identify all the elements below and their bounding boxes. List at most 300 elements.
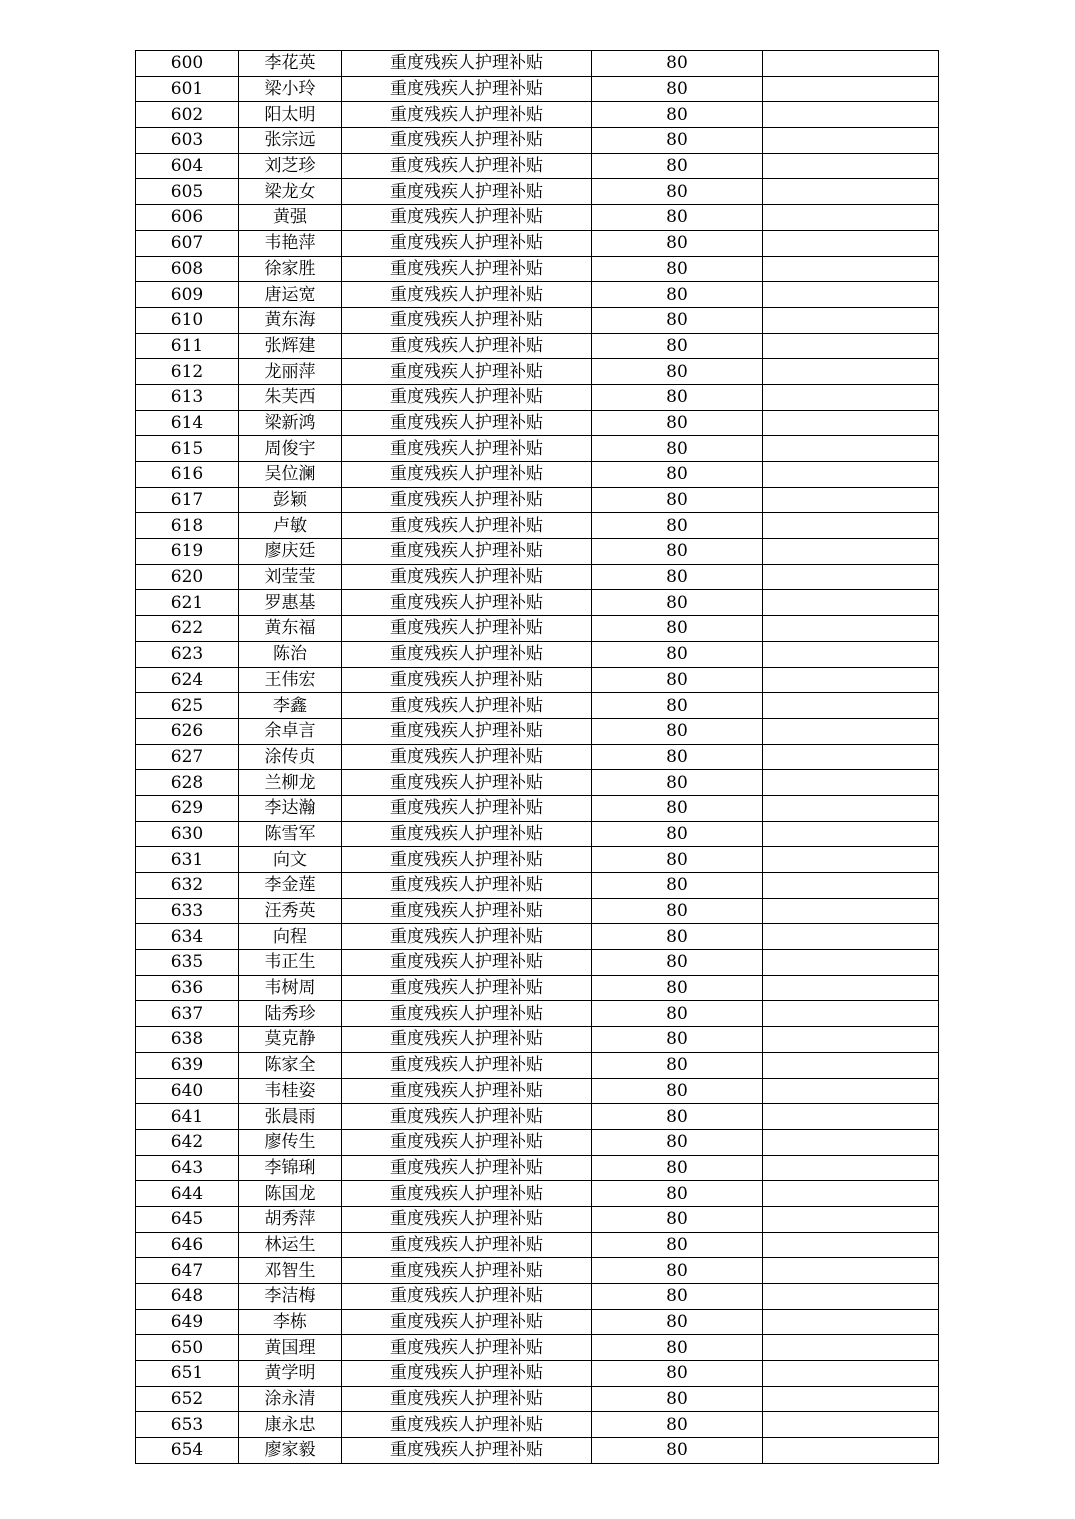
table-body [136,51,939,1464]
table-row [136,410,939,436]
cell-note [763,821,939,847]
cell-subsidy-item: 重度残疾人护理补贴 [342,1335,592,1361]
cell-subsidy-item: 重度残疾人护理补贴 [342,487,592,513]
cell-amount: 80 [592,128,763,154]
cell-note [763,1052,939,1078]
cell-note [763,462,939,488]
cell-number: 648 [136,1284,239,1310]
cell-number: 616 [136,462,239,488]
cell-number: 601 [136,76,239,102]
cell-subsidy-item: 重度残疾人护理补贴 [342,513,592,539]
cell-name: 余卓言 [239,718,342,744]
cell-note [763,230,939,256]
cell-note [763,1361,939,1387]
cell-note [763,1309,939,1335]
cell-number: 607 [136,230,239,256]
cell-note [763,641,939,667]
cell-note [763,1386,939,1412]
cell-name: 廖家毅 [239,1438,342,1464]
cell-number: 653 [136,1412,239,1438]
cell-note [763,282,939,308]
cell-note [763,744,939,770]
table-row [136,436,939,462]
cell-name: 周俊宇 [239,436,342,462]
cell-amount: 80 [592,76,763,102]
table-row [136,821,939,847]
cell-subsidy-item: 重度残疾人护理补贴 [342,847,592,873]
cell-number: 654 [136,1438,239,1464]
table-row [136,1284,939,1310]
cell-subsidy-item: 重度残疾人护理补贴 [342,539,592,565]
cell-amount: 80 [592,1335,763,1361]
cell-note [763,1284,939,1310]
cell-subsidy-item: 重度残疾人护理补贴 [342,436,592,462]
cell-note [763,1001,939,1027]
table-row [136,1361,939,1387]
table-row [136,1335,939,1361]
table-row [136,744,939,770]
cell-number: 614 [136,410,239,436]
cell-name: 梁小玲 [239,76,342,102]
cell-number: 646 [136,1232,239,1258]
cell-name: 梁龙女 [239,179,342,205]
cell-name: 向程 [239,924,342,950]
cell-number: 623 [136,641,239,667]
cell-amount: 80 [592,1001,763,1027]
cell-name: 黄东福 [239,616,342,642]
cell-subsidy-item: 重度残疾人护理补贴 [342,153,592,179]
table-row [136,564,939,590]
cell-amount: 80 [592,410,763,436]
table-row [136,282,939,308]
cell-amount: 80 [592,539,763,565]
table-row [136,693,939,719]
cell-subsidy-item: 重度残疾人护理补贴 [342,1284,592,1310]
cell-name: 王伟宏 [239,667,342,693]
cell-note [763,307,939,333]
cell-note [763,436,939,462]
cell-name: 张辉建 [239,333,342,359]
cell-subsidy-item: 重度残疾人护理补贴 [342,744,592,770]
cell-subsidy-item: 重度残疾人护理补贴 [342,1129,592,1155]
cell-amount: 80 [592,1438,763,1464]
cell-amount: 80 [592,282,763,308]
cell-note [763,1206,939,1232]
cell-amount: 80 [592,384,763,410]
table-row [136,1412,939,1438]
cell-amount: 80 [592,51,763,77]
cell-subsidy-item: 重度残疾人护理补贴 [342,462,592,488]
cell-subsidy-item: 重度残疾人护理补贴 [342,51,592,77]
cell-number: 608 [136,256,239,282]
cell-name: 黄学明 [239,1361,342,1387]
cell-note [763,667,939,693]
cell-amount: 80 [592,359,763,385]
cell-number: 629 [136,795,239,821]
cell-number: 634 [136,924,239,950]
cell-name: 韦树周 [239,975,342,1001]
cell-number: 650 [136,1335,239,1361]
cell-number: 620 [136,564,239,590]
table-row [136,513,939,539]
cell-amount: 80 [592,1104,763,1130]
cell-amount: 80 [592,770,763,796]
cell-subsidy-item: 重度残疾人护理补贴 [342,333,592,359]
cell-name: 卢敏 [239,513,342,539]
cell-name: 唐运宽 [239,282,342,308]
cell-name: 向文 [239,847,342,873]
cell-amount: 80 [592,307,763,333]
cell-note [763,76,939,102]
cell-note [763,1078,939,1104]
cell-number: 600 [136,51,239,77]
cell-number: 649 [136,1309,239,1335]
cell-number: 645 [136,1206,239,1232]
cell-note [763,1104,939,1130]
cell-name: 彭颖 [239,487,342,513]
table-row [136,1386,939,1412]
cell-subsidy-item: 重度残疾人护理补贴 [342,873,592,899]
cell-name: 莫克静 [239,1027,342,1053]
cell-number: 631 [136,847,239,873]
cell-number: 632 [136,873,239,899]
cell-subsidy-item: 重度残疾人护理补贴 [342,1078,592,1104]
cell-note [763,950,939,976]
cell-amount: 80 [592,1284,763,1310]
cell-name: 陈雪军 [239,821,342,847]
cell-number: 651 [136,1361,239,1387]
cell-number: 637 [136,1001,239,1027]
cell-amount: 80 [592,924,763,950]
cell-subsidy-item: 重度残疾人护理补贴 [342,230,592,256]
cell-amount: 80 [592,795,763,821]
cell-subsidy-item: 重度残疾人护理补贴 [342,641,592,667]
cell-name: 张晨雨 [239,1104,342,1130]
cell-note [763,873,939,899]
cell-note [763,1438,939,1464]
table-row [136,1155,939,1181]
cell-number: 624 [136,667,239,693]
cell-note [763,975,939,1001]
cell-number: 642 [136,1129,239,1155]
cell-name: 陈国龙 [239,1181,342,1207]
cell-subsidy-item: 重度残疾人护理补贴 [342,1361,592,1387]
cell-number: 609 [136,282,239,308]
cell-number: 644 [136,1181,239,1207]
table-row [136,1129,939,1155]
cell-subsidy-item: 重度残疾人护理补贴 [342,76,592,102]
cell-subsidy-item: 重度残疾人护理补贴 [342,950,592,976]
cell-note [763,51,939,77]
cell-number: 610 [136,307,239,333]
cell-amount: 80 [592,1386,763,1412]
cell-number: 638 [136,1027,239,1053]
cell-note [763,795,939,821]
table-row [136,384,939,410]
cell-subsidy-item: 重度残疾人护理补贴 [342,179,592,205]
table-row [136,128,939,154]
cell-number: 639 [136,1052,239,1078]
cell-note [763,590,939,616]
cell-number: 622 [136,616,239,642]
cell-note [763,333,939,359]
cell-subsidy-item: 重度残疾人护理补贴 [342,307,592,333]
cell-amount: 80 [592,744,763,770]
table-row [136,898,939,924]
cell-amount: 80 [592,590,763,616]
cell-amount: 80 [592,821,763,847]
table-row [136,1232,939,1258]
cell-amount: 80 [592,333,763,359]
table-row [136,770,939,796]
cell-note [763,847,939,873]
cell-amount: 80 [592,462,763,488]
cell-number: 641 [136,1104,239,1130]
cell-subsidy-item: 重度残疾人护理补贴 [342,1386,592,1412]
cell-number: 647 [136,1258,239,1284]
cell-subsidy-item: 重度残疾人护理补贴 [342,359,592,385]
cell-name: 韦桂姿 [239,1078,342,1104]
cell-number: 625 [136,693,239,719]
cell-name: 李达瀚 [239,795,342,821]
cell-number: 636 [136,975,239,1001]
cell-name: 韦艳萍 [239,230,342,256]
cell-note [763,616,939,642]
cell-subsidy-item: 重度残疾人护理补贴 [342,1206,592,1232]
cell-amount: 80 [592,873,763,899]
table-row [136,1438,939,1464]
cell-name: 刘莹莹 [239,564,342,590]
cell-amount: 80 [592,1078,763,1104]
cell-note [763,153,939,179]
table-row [136,1052,939,1078]
cell-subsidy-item: 重度残疾人护理补贴 [342,1027,592,1053]
cell-number: 621 [136,590,239,616]
cell-amount: 80 [592,1027,763,1053]
cell-amount: 80 [592,667,763,693]
cell-note [763,770,939,796]
cell-amount: 80 [592,693,763,719]
cell-amount: 80 [592,564,763,590]
cell-amount: 80 [592,205,763,231]
cell-name: 黄强 [239,205,342,231]
cell-number: 606 [136,205,239,231]
cell-subsidy-item: 重度残疾人护理补贴 [342,1309,592,1335]
cell-name: 胡秀萍 [239,1206,342,1232]
cell-number: 604 [136,153,239,179]
subsidy-table [135,50,939,1464]
cell-amount: 80 [592,1258,763,1284]
cell-amount: 80 [592,641,763,667]
cell-note [763,384,939,410]
cell-note [763,1155,939,1181]
cell-subsidy-item: 重度残疾人护理补贴 [342,616,592,642]
cell-number: 615 [136,436,239,462]
cell-subsidy-item: 重度残疾人护理补贴 [342,975,592,1001]
cell-number: 619 [136,539,239,565]
cell-note [763,693,939,719]
table-row [136,616,939,642]
cell-note [763,1181,939,1207]
cell-name: 陈治 [239,641,342,667]
table-row [136,795,939,821]
cell-number: 628 [136,770,239,796]
cell-name: 汪秀英 [239,898,342,924]
cell-number: 630 [136,821,239,847]
cell-name: 廖传生 [239,1129,342,1155]
cell-number: 603 [136,128,239,154]
cell-subsidy-item: 重度残疾人护理补贴 [342,1181,592,1207]
cell-amount: 80 [592,1129,763,1155]
cell-note [763,1232,939,1258]
cell-name: 李栋 [239,1309,342,1335]
cell-subsidy-item: 重度残疾人护理补贴 [342,102,592,128]
cell-subsidy-item: 重度残疾人护理补贴 [342,1001,592,1027]
cell-amount: 80 [592,102,763,128]
cell-subsidy-item: 重度残疾人护理补贴 [342,1104,592,1130]
cell-subsidy-item: 重度残疾人护理补贴 [342,1438,592,1464]
cell-amount: 80 [592,230,763,256]
cell-name: 阳太明 [239,102,342,128]
table-row [136,718,939,744]
cell-note [763,128,939,154]
cell-name: 涂传贞 [239,744,342,770]
cell-name: 罗惠基 [239,590,342,616]
table-row [136,1258,939,1284]
cell-name: 涂永清 [239,1386,342,1412]
cell-subsidy-item: 重度残疾人护理补贴 [342,821,592,847]
cell-number: 617 [136,487,239,513]
table-row [136,51,939,77]
cell-number: 627 [136,744,239,770]
cell-note [763,1258,939,1284]
table-row [136,179,939,205]
cell-name: 陈家全 [239,1052,342,1078]
cell-name: 梁新鸿 [239,410,342,436]
cell-subsidy-item: 重度残疾人护理补贴 [342,205,592,231]
cell-name: 兰柳龙 [239,770,342,796]
cell-subsidy-item: 重度残疾人护理补贴 [342,128,592,154]
cell-amount: 80 [592,950,763,976]
cell-name: 刘芝珍 [239,153,342,179]
cell-note [763,1129,939,1155]
cell-amount: 80 [592,975,763,1001]
cell-subsidy-item: 重度残疾人护理补贴 [342,795,592,821]
cell-name: 邓智生 [239,1258,342,1284]
cell-number: 613 [136,384,239,410]
table-row [136,1104,939,1130]
cell-number: 633 [136,898,239,924]
cell-name: 吴位澜 [239,462,342,488]
cell-note [763,539,939,565]
cell-number: 640 [136,1078,239,1104]
cell-subsidy-item: 重度残疾人护理补贴 [342,770,592,796]
cell-name: 黄东海 [239,307,342,333]
cell-amount: 80 [592,1181,763,1207]
cell-note [763,410,939,436]
cell-amount: 80 [592,256,763,282]
table-row [136,667,939,693]
table-row [136,230,939,256]
cell-subsidy-item: 重度残疾人护理补贴 [342,256,592,282]
table-row [136,1181,939,1207]
table-row [136,333,939,359]
table-row [136,641,939,667]
cell-number: 618 [136,513,239,539]
cell-note [763,898,939,924]
cell-number: 643 [136,1155,239,1181]
table-row [136,1309,939,1335]
table-row [136,1206,939,1232]
cell-name: 李花英 [239,51,342,77]
cell-subsidy-item: 重度残疾人护理补贴 [342,410,592,436]
cell-name: 陆秀珍 [239,1001,342,1027]
cell-note [763,205,939,231]
cell-amount: 80 [592,1206,763,1232]
cell-note [763,102,939,128]
cell-number: 626 [136,718,239,744]
cell-note [763,1027,939,1053]
table-row [136,1001,939,1027]
cell-name: 廖庆廷 [239,539,342,565]
cell-note [763,179,939,205]
cell-note [763,487,939,513]
cell-number: 635 [136,950,239,976]
table-row [136,462,939,488]
table-row [136,307,939,333]
cell-name: 韦正生 [239,950,342,976]
cell-subsidy-item: 重度残疾人护理补贴 [342,1232,592,1258]
cell-subsidy-item: 重度残疾人护理补贴 [342,282,592,308]
cell-number: 611 [136,333,239,359]
cell-name: 康永忠 [239,1412,342,1438]
cell-amount: 80 [592,513,763,539]
cell-subsidy-item: 重度残疾人护理补贴 [342,693,592,719]
table-row [136,1027,939,1053]
cell-subsidy-item: 重度残疾人护理补贴 [342,1155,592,1181]
table-row [136,539,939,565]
table-row [136,975,939,1001]
cell-amount: 80 [592,179,763,205]
cell-name: 黄国理 [239,1335,342,1361]
cell-number: 612 [136,359,239,385]
cell-amount: 80 [592,898,763,924]
table-row [136,847,939,873]
table-row [136,359,939,385]
cell-subsidy-item: 重度残疾人护理补贴 [342,667,592,693]
cell-name: 李锦琍 [239,1155,342,1181]
cell-subsidy-item: 重度残疾人护理补贴 [342,924,592,950]
cell-amount: 80 [592,1232,763,1258]
cell-subsidy-item: 重度残疾人护理补贴 [342,1412,592,1438]
table-row [136,590,939,616]
cell-amount: 80 [592,1361,763,1387]
cell-note [763,1412,939,1438]
cell-subsidy-item: 重度残疾人护理补贴 [342,898,592,924]
cell-number: 652 [136,1386,239,1412]
cell-number: 602 [136,102,239,128]
cell-subsidy-item: 重度残疾人护理补贴 [342,590,592,616]
table-row [136,950,939,976]
cell-name: 龙丽萍 [239,359,342,385]
cell-amount: 80 [592,436,763,462]
cell-subsidy-item: 重度残疾人护理补贴 [342,564,592,590]
table-row [136,256,939,282]
cell-name: 朱芙西 [239,384,342,410]
table-row [136,873,939,899]
cell-amount: 80 [592,1309,763,1335]
cell-name: 林运生 [239,1232,342,1258]
